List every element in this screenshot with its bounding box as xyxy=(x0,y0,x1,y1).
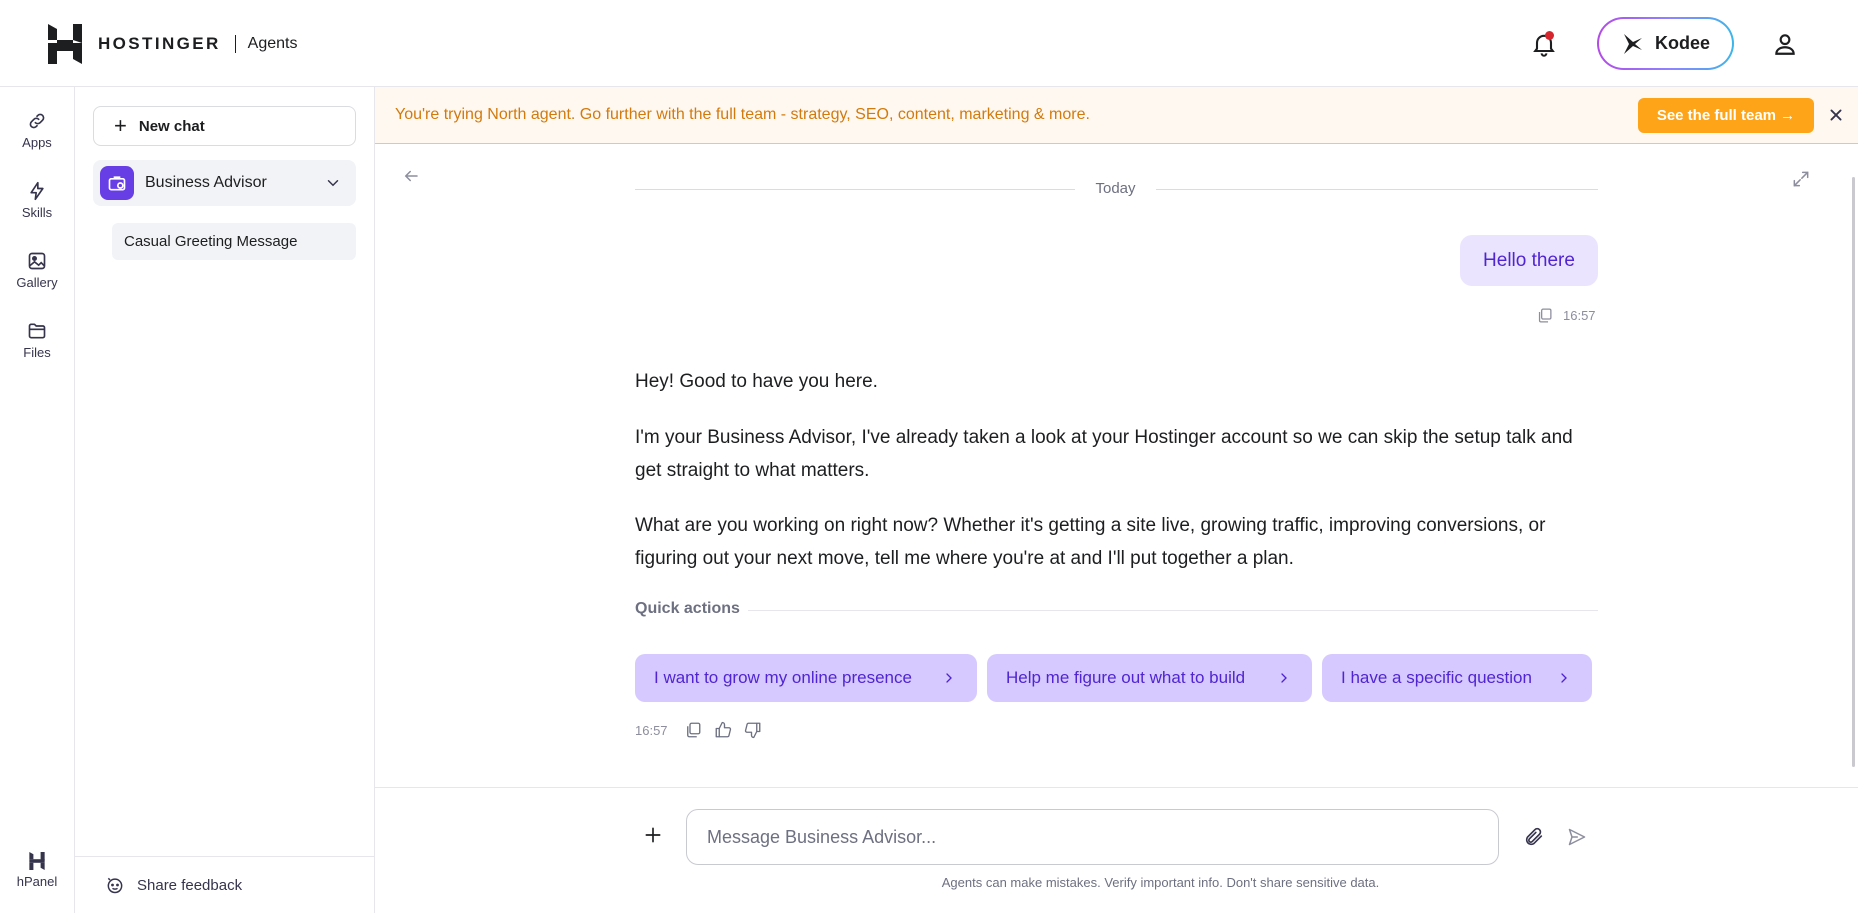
share-feedback-button[interactable] xyxy=(75,856,374,913)
agent-name: Business Advisor xyxy=(145,174,267,191)
assistant-message-time: 16:57 xyxy=(635,722,668,738)
kodee-button[interactable] xyxy=(1597,17,1734,70)
quick-actions-header xyxy=(635,600,1598,620)
kodee-label: Kodee xyxy=(1654,33,1710,53)
briefcase-icon xyxy=(107,173,127,193)
chat-history-item[interactable]: Casual Greeting Message xyxy=(112,223,356,260)
date-divider-label: Today xyxy=(1095,180,1136,197)
quick-action-label: I have a specific question xyxy=(1341,668,1532,687)
product-name: Agents xyxy=(247,35,298,52)
agent-selector[interactable] xyxy=(93,160,356,206)
business-advisor-avatar xyxy=(100,166,134,200)
user-message-meta xyxy=(1536,307,1596,324)
quick-action-grow-presence[interactable] xyxy=(635,654,977,702)
back-arrow-icon[interactable] xyxy=(402,167,420,185)
lightning-icon xyxy=(27,181,47,201)
plus-icon: + xyxy=(114,113,127,138)
chevron-right-icon xyxy=(941,670,957,686)
message-input[interactable] xyxy=(686,809,1499,865)
assistant-paragraph: I'm your Business Advisor, I've already taken a look at your Hostinger account so we can skip the setup talk and get straight to what matters. xyxy=(635,427,1573,481)
rail-item-files[interactable] xyxy=(0,321,74,360)
quick-action-specific-question[interactable] xyxy=(1322,654,1592,702)
thumbs-up-icon[interactable] xyxy=(714,721,732,739)
expand-icon[interactable] xyxy=(1791,169,1811,189)
copy-icon[interactable] xyxy=(1536,307,1553,324)
rail-label-skills: Skills xyxy=(21,205,53,220)
hostinger-logo[interactable] xyxy=(48,24,297,64)
rail-label-files: Files xyxy=(23,345,51,360)
quick-action-label: I want to grow my online presence xyxy=(654,668,912,687)
banner-text: You're trying North agent. Go further with the full team - strategy, SEO, content, marketing & more. xyxy=(395,106,1090,123)
send-icon[interactable] xyxy=(1567,827,1587,847)
hpanel-icon xyxy=(29,852,45,870)
notification-dot xyxy=(1545,31,1554,40)
rail-item-skills[interactable] xyxy=(0,181,74,220)
chat-scrollbar[interactable] xyxy=(1852,177,1855,767)
top-header xyxy=(0,0,1858,87)
see-full-team-button[interactable]: See the full team → xyxy=(1638,98,1814,133)
paperclip-icon[interactable] xyxy=(1523,826,1545,848)
copy-icon[interactable] xyxy=(684,721,702,739)
feedback-smiley-icon xyxy=(105,875,125,895)
thumbs-down-icon[interactable] xyxy=(744,721,762,739)
rail-label-gallery: Gallery xyxy=(16,275,58,290)
user-account-icon[interactable] xyxy=(1772,31,1798,57)
composer-divider xyxy=(375,787,1858,788)
logo-divider xyxy=(235,35,236,53)
new-chat-button[interactable] xyxy=(93,106,356,146)
rail-item-apps[interactable] xyxy=(0,111,74,150)
image-icon xyxy=(27,251,47,271)
assistant-paragraph: What are you working on right now? Whether it's getting a site live, growing traffic, improving conversions, or figuring out your next move, tell me where you're at and I'll put together a plan. xyxy=(635,515,1546,569)
add-attachment-plus-icon[interactable] xyxy=(643,825,663,845)
kodee-icon xyxy=(1621,32,1645,56)
brand-name: HOSTINGER xyxy=(98,34,221,53)
user-message: Hello there xyxy=(1460,235,1598,286)
chat-sidebar xyxy=(75,87,375,913)
quick-actions-title: Quick actions xyxy=(635,600,740,617)
quick-action-label: Help me figure out what to build xyxy=(1006,668,1246,687)
rail-label-apps: Apps xyxy=(22,135,52,150)
rail-item-hpanel[interactable] xyxy=(0,852,74,889)
user-message-time: 16:57 xyxy=(1563,308,1596,323)
chevron-down-icon[interactable] xyxy=(324,174,342,192)
close-icon[interactable] xyxy=(1825,104,1847,126)
upgrade-banner xyxy=(375,87,1858,144)
link-icon xyxy=(27,111,47,131)
disclaimer-text: Agents can make mistakes. Verify important info. Don't share sensitive data. xyxy=(941,875,1380,890)
chat-main xyxy=(375,87,1858,913)
assistant-paragraph: Hey! Good to have you here. xyxy=(635,371,878,392)
disclaimer xyxy=(375,875,1858,890)
share-feedback-label: Share feedback xyxy=(137,876,243,894)
rail-label-hpanel: hPanel xyxy=(16,874,58,889)
new-chat-label: New chat xyxy=(138,117,205,135)
folder-icon xyxy=(27,321,47,341)
assistant-message-meta xyxy=(635,721,774,739)
rail-item-gallery[interactable] xyxy=(0,251,74,290)
quick-action-figure-out-build[interactable] xyxy=(987,654,1312,702)
chevron-right-icon xyxy=(1556,670,1572,686)
date-divider xyxy=(635,180,1598,200)
chevron-right-icon xyxy=(1276,670,1292,686)
left-rail xyxy=(0,87,75,913)
hostinger-logo-icon xyxy=(48,24,82,64)
